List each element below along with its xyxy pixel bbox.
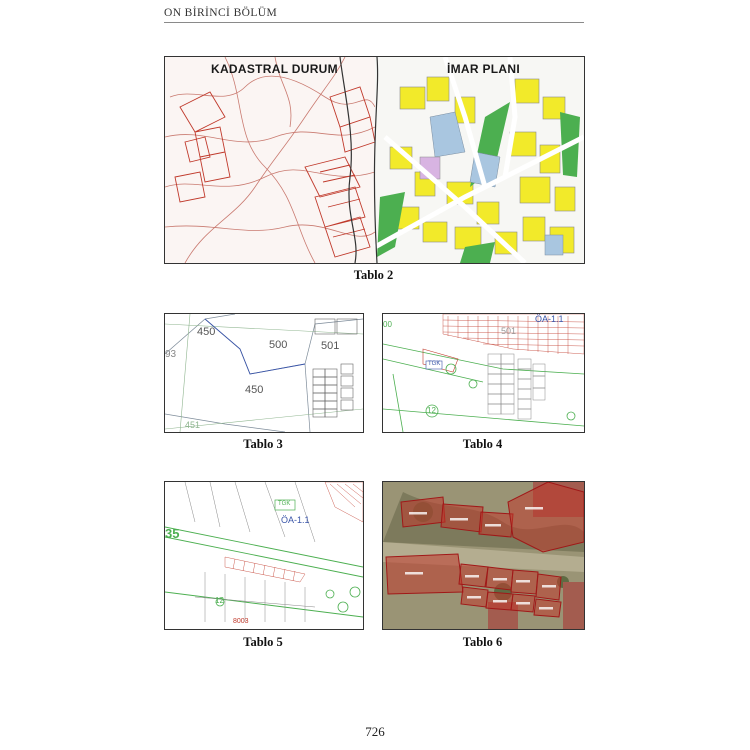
tgk-label: TGK [428, 361, 441, 367]
chapter-title: ON BİRİNCİ BÖLÜM [164, 7, 278, 19]
tablo6-map [382, 481, 585, 630]
tablo3-map-graphic [165, 314, 363, 432]
parcel-label-501: 501 [501, 326, 517, 336]
zone-35-label: 35 [165, 526, 180, 541]
zone-12-label: 12 [427, 406, 436, 415]
parcel-label-93: 93 [165, 349, 177, 360]
tablo5-map-graphic [165, 482, 363, 629]
zone-12-label: 12 [215, 596, 224, 605]
zoning-code-label: ÖA-1.1 [535, 314, 564, 324]
tablo6-satellite-image [383, 482, 584, 629]
tablo5-map [164, 481, 364, 630]
parcel-label-450-top: 450 [197, 326, 216, 338]
tablo2-caption: Tablo 2 [353, 268, 394, 282]
tablo5-caption: Tablo 5 [243, 635, 283, 649]
zoning-plan-title: İMAR PLANI [447, 62, 520, 76]
parcel-label-8003: 8003 [233, 618, 249, 625]
tablo4-map [382, 313, 585, 433]
parcel-label-451: 451 [185, 420, 201, 430]
tablo2-map [164, 56, 585, 264]
tablo2-map-graphic [165, 57, 584, 263]
tablo3-map [164, 313, 364, 433]
chapter-header [164, 6, 584, 23]
cadastral-status-title: KADASTRAL DURUM [211, 62, 338, 76]
tablo4-caption: Tablo 4 [462, 437, 503, 451]
tablo6-caption: Tablo 6 [462, 635, 503, 649]
tablo4-map-graphic [383, 314, 584, 432]
zone-00-label: 00 [383, 320, 392, 329]
tgk-label: TGK [278, 501, 291, 507]
parcel-label-501: 501 [321, 340, 340, 352]
parcel-label-450: 450 [245, 384, 264, 396]
page-number: 726 [365, 724, 385, 739]
zoning-code-label: ÖA-1.1 [281, 515, 310, 525]
tablo3-caption: Tablo 3 [243, 437, 283, 451]
parcel-label-500: 500 [269, 339, 288, 351]
